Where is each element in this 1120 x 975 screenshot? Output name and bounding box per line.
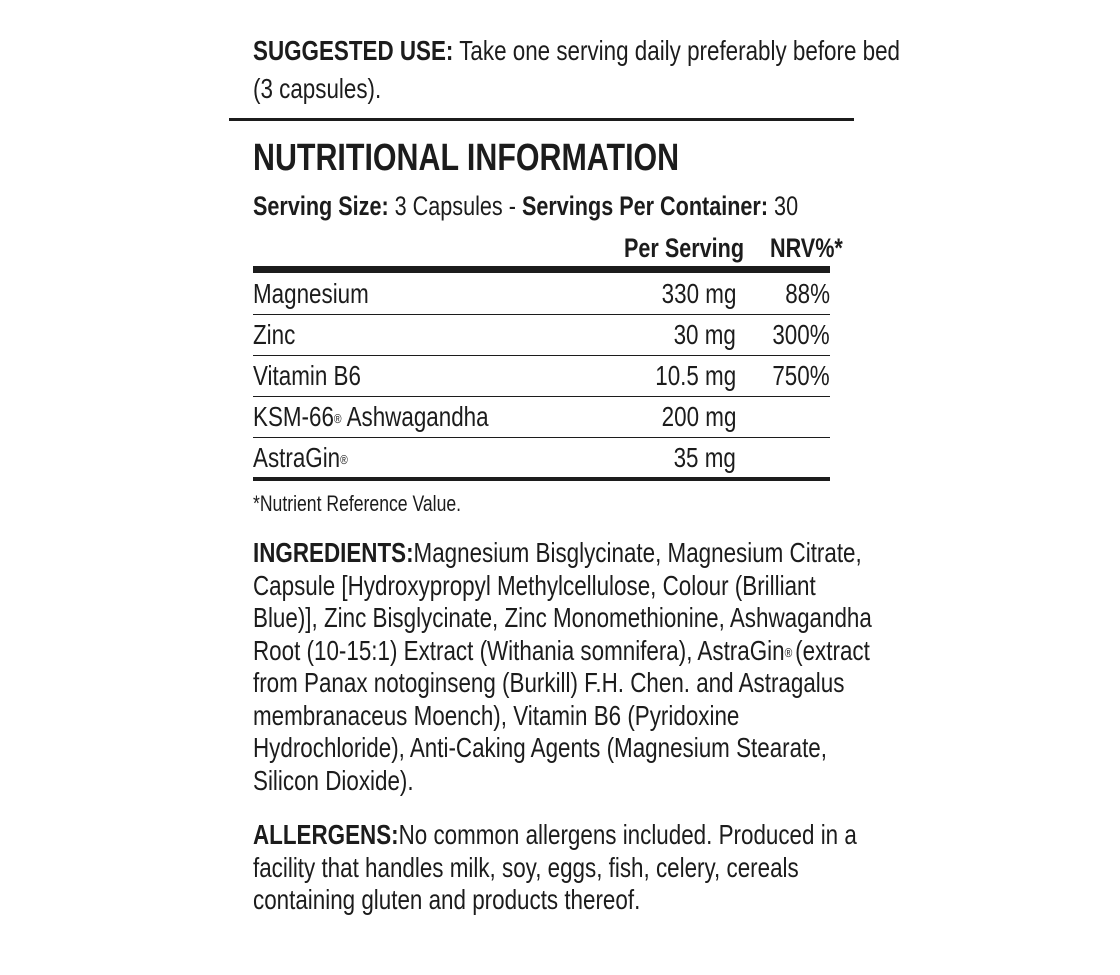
table-row bbox=[253, 437, 830, 478]
serving-size-value: 3 Capsules bbox=[394, 191, 503, 221]
serving-info bbox=[253, 188, 973, 224]
per-serving-header: Per Serving bbox=[624, 233, 745, 263]
servings-per-container-value: 30 bbox=[774, 191, 799, 221]
allergens-line: containing gluten and products thereof. bbox=[253, 884, 641, 915]
table-row bbox=[253, 396, 830, 438]
nutrient-amount: 330 mg bbox=[661, 278, 736, 309]
serving-separator: - bbox=[508, 191, 516, 221]
nutrient-nrv: 750% bbox=[772, 360, 830, 391]
nutrient-nrv: 300% bbox=[772, 319, 830, 350]
allergens-line: facility that handles milk, soy, eggs, fish, celery, cereals bbox=[253, 851, 799, 883]
suggested-use-label: SUGGESTED USE: bbox=[253, 35, 454, 66]
nutrient-name: KSM-66® Ashwagandha bbox=[253, 401, 489, 432]
nutrition-title: NUTRITIONAL INFORMATION bbox=[253, 137, 680, 179]
suggested-use-text: Take one serving daily preferably before bed bbox=[459, 35, 901, 66]
ingredients-line: Root (10-15:1) Extract (Withania somnifera), AstraGin bbox=[253, 634, 785, 666]
table-row bbox=[253, 273, 830, 315]
table-bottom-rule bbox=[253, 477, 830, 481]
serving-size-label: Serving Size: bbox=[253, 191, 389, 221]
table-top-rule bbox=[253, 266, 830, 273]
table-row bbox=[253, 314, 830, 356]
ingredients-block bbox=[253, 537, 973, 797]
ingredients-line: Hydrochloride), Anti-Caking Agents (Magnesium Stearate, bbox=[253, 732, 827, 763]
ingredients-line: membranaceus Moench), Vitamin B6 (Pyridoxine bbox=[253, 699, 740, 731]
nrv-header: NRV%* bbox=[770, 233, 843, 263]
suggested-use-text-2: (3 capsules). bbox=[253, 73, 382, 104]
ingredients-line: Silicon Dioxide). bbox=[253, 764, 414, 796]
suggested-use bbox=[253, 32, 973, 108]
nutrient-nrv: 88% bbox=[785, 278, 830, 309]
nutrient-amount: 10.5 mg bbox=[655, 360, 736, 391]
nutrient-amount: 35 mg bbox=[673, 442, 736, 473]
servings-per-container-label: Servings Per Container: bbox=[521, 191, 769, 221]
registered-mark: ® bbox=[340, 452, 348, 467]
ingredients-line: (extract bbox=[795, 634, 870, 666]
nutrient-name: Vitamin B6 bbox=[253, 360, 361, 391]
ingredients-line: Blue)], Zinc Bisglycinate, Zinc Monomethionine, Ashwagandha bbox=[253, 602, 872, 633]
registered-mark: ® bbox=[333, 411, 342, 426]
allergens-block bbox=[253, 819, 973, 917]
allergens-line: No common allergens included. Produced in a bbox=[398, 819, 857, 850]
ingredients-label: INGREDIENTS: bbox=[253, 537, 414, 568]
nutrient-name: AstraGin® bbox=[253, 442, 348, 473]
allergens-label: ALLERGENS: bbox=[253, 819, 399, 850]
ingredients-line: from Panax notoginseng (Burkill) F.H. Chen. and Astragalus bbox=[253, 667, 845, 698]
table-row bbox=[253, 355, 830, 397]
nrv-footnote: *Nutrient Reference Value. bbox=[253, 491, 462, 516]
ingredients-line: Magnesium Bisglycinate, Magnesium Citrate, bbox=[413, 537, 862, 568]
nutrient-amount: 200 mg bbox=[661, 401, 736, 432]
nutrient-amount: 30 mg bbox=[673, 319, 736, 350]
registered-mark: ® bbox=[784, 644, 796, 660]
nutrient-name: Zinc bbox=[253, 319, 296, 350]
section-divider bbox=[229, 118, 854, 121]
nutrient-name: Magnesium bbox=[253, 278, 369, 309]
ingredients-line: Capsule [Hydroxypropyl Methylcellulose, Colour (Brilliant bbox=[253, 569, 816, 601]
